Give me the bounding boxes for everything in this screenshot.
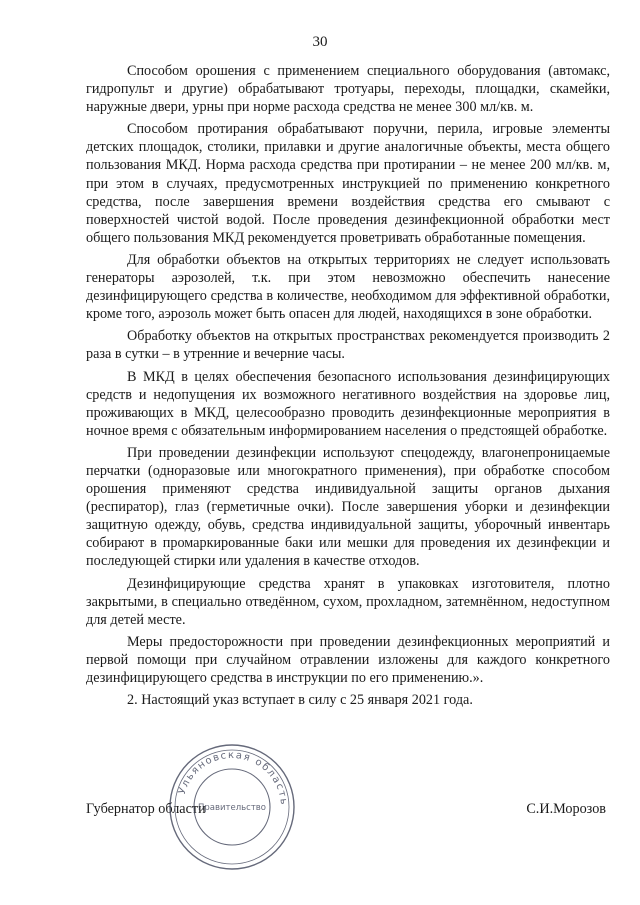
- paragraph-aerosol: Для обработки объектов на открытых территориях не следует использовать генераторы аэрозолей, т.к. при этом невозможно обеспечить нанесение дезинфицирующего средства в количестве, необходимом для эффективной обработки, кроме того, аэрозоль может быть опасен для людей, находящихся в зоне обработки.: [86, 251, 610, 323]
- paragraph-protective-gear: При проведении дезинфекции используют спецодежду, влагонепроницаемые перчатки (одноразовые или многократного применения), при обработке способом орошения применяют средства индивидуальной защиты органов дыхания (респиратор), глаз (герметичные очки). После завершения уборки и дезинфекции защитную одежду, обувь, средства индивидуальной защиты, уборочный инвентарь собирают в промаркированные баки или мешки для проведения их дезинфекции и последующей стирки или удаления в качестве отходов.: [86, 444, 610, 570]
- paragraph-precautions: Меры предосторожности при проведении дезинфекционных мероприятий и первой помощи при случайном отравлении изложены для каждого конкретного дезинфицирующего средства в инструкции по его применению.».: [86, 633, 610, 686]
- paragraph-night-treatment: В МКД в целях обеспечения безопасного использования дезинфицирующих средств и недопущения их возможного негативного воздействия на здоровье лиц, проживающих в МКД, целесообразно проводить дезинфекционные мероприятия в ночное время с обязательным информированием населения о предстоящей обработке.: [86, 368, 610, 439]
- paragraph-storage: Дезинфицирующие средства хранят в упаковках изготовителя, плотно закрытыми, в специально отведённом, сухом, прохладном, затемнённом, недоступном для детей месте.: [86, 575, 610, 628]
- signatory-title: Губернатор области: [86, 801, 206, 817]
- paragraph-frequency: Обработку объектов на открытых пространствах рекомендуется производить 2 раза в сутки – в утренние и вечерние часы.: [86, 328, 610, 363]
- paragraph-irrigation: Способом орошения с применением специального оборудования (автомакс, гидропульт и другие) обрабатывают тротуары, переходы, площадки, скамейки, наружные двери, урны при норме расхода средства не менее 300 мл/кв. м.: [86, 63, 610, 116]
- paragraph-wiping: Способом протирания обрабатывают поручни, перила, игровые элементы детских площадок, столики, прилавки и другие аналогичные объекты, места общего пользования МКД. Норма расхода средства при протирании – не менее 200 мл/кв. м, при этом в случаях, предусмотренных инструкцией по применению конкретного средства, после завершения времени воздействия средства его смывают с поверхностей чистой водой. После проведения дезинфекционной обработки мест общего пользования МКД рекомендуется проветривать обработанные помещения.: [86, 121, 610, 246]
- page-number: 30: [312, 34, 328, 50]
- seal-center-text: Правительство: [198, 803, 266, 813]
- official-seal-stamp: [166, 741, 298, 873]
- seal-ring-text: Ульяновская область: [176, 749, 290, 807]
- paragraph-effective-date: 2. Настоящий указ вступает в силу с 25 января 2021 года.: [127, 692, 473, 709]
- document-body: [86, 62, 610, 709]
- signatory-name: С.И.Морозов: [526, 801, 606, 817]
